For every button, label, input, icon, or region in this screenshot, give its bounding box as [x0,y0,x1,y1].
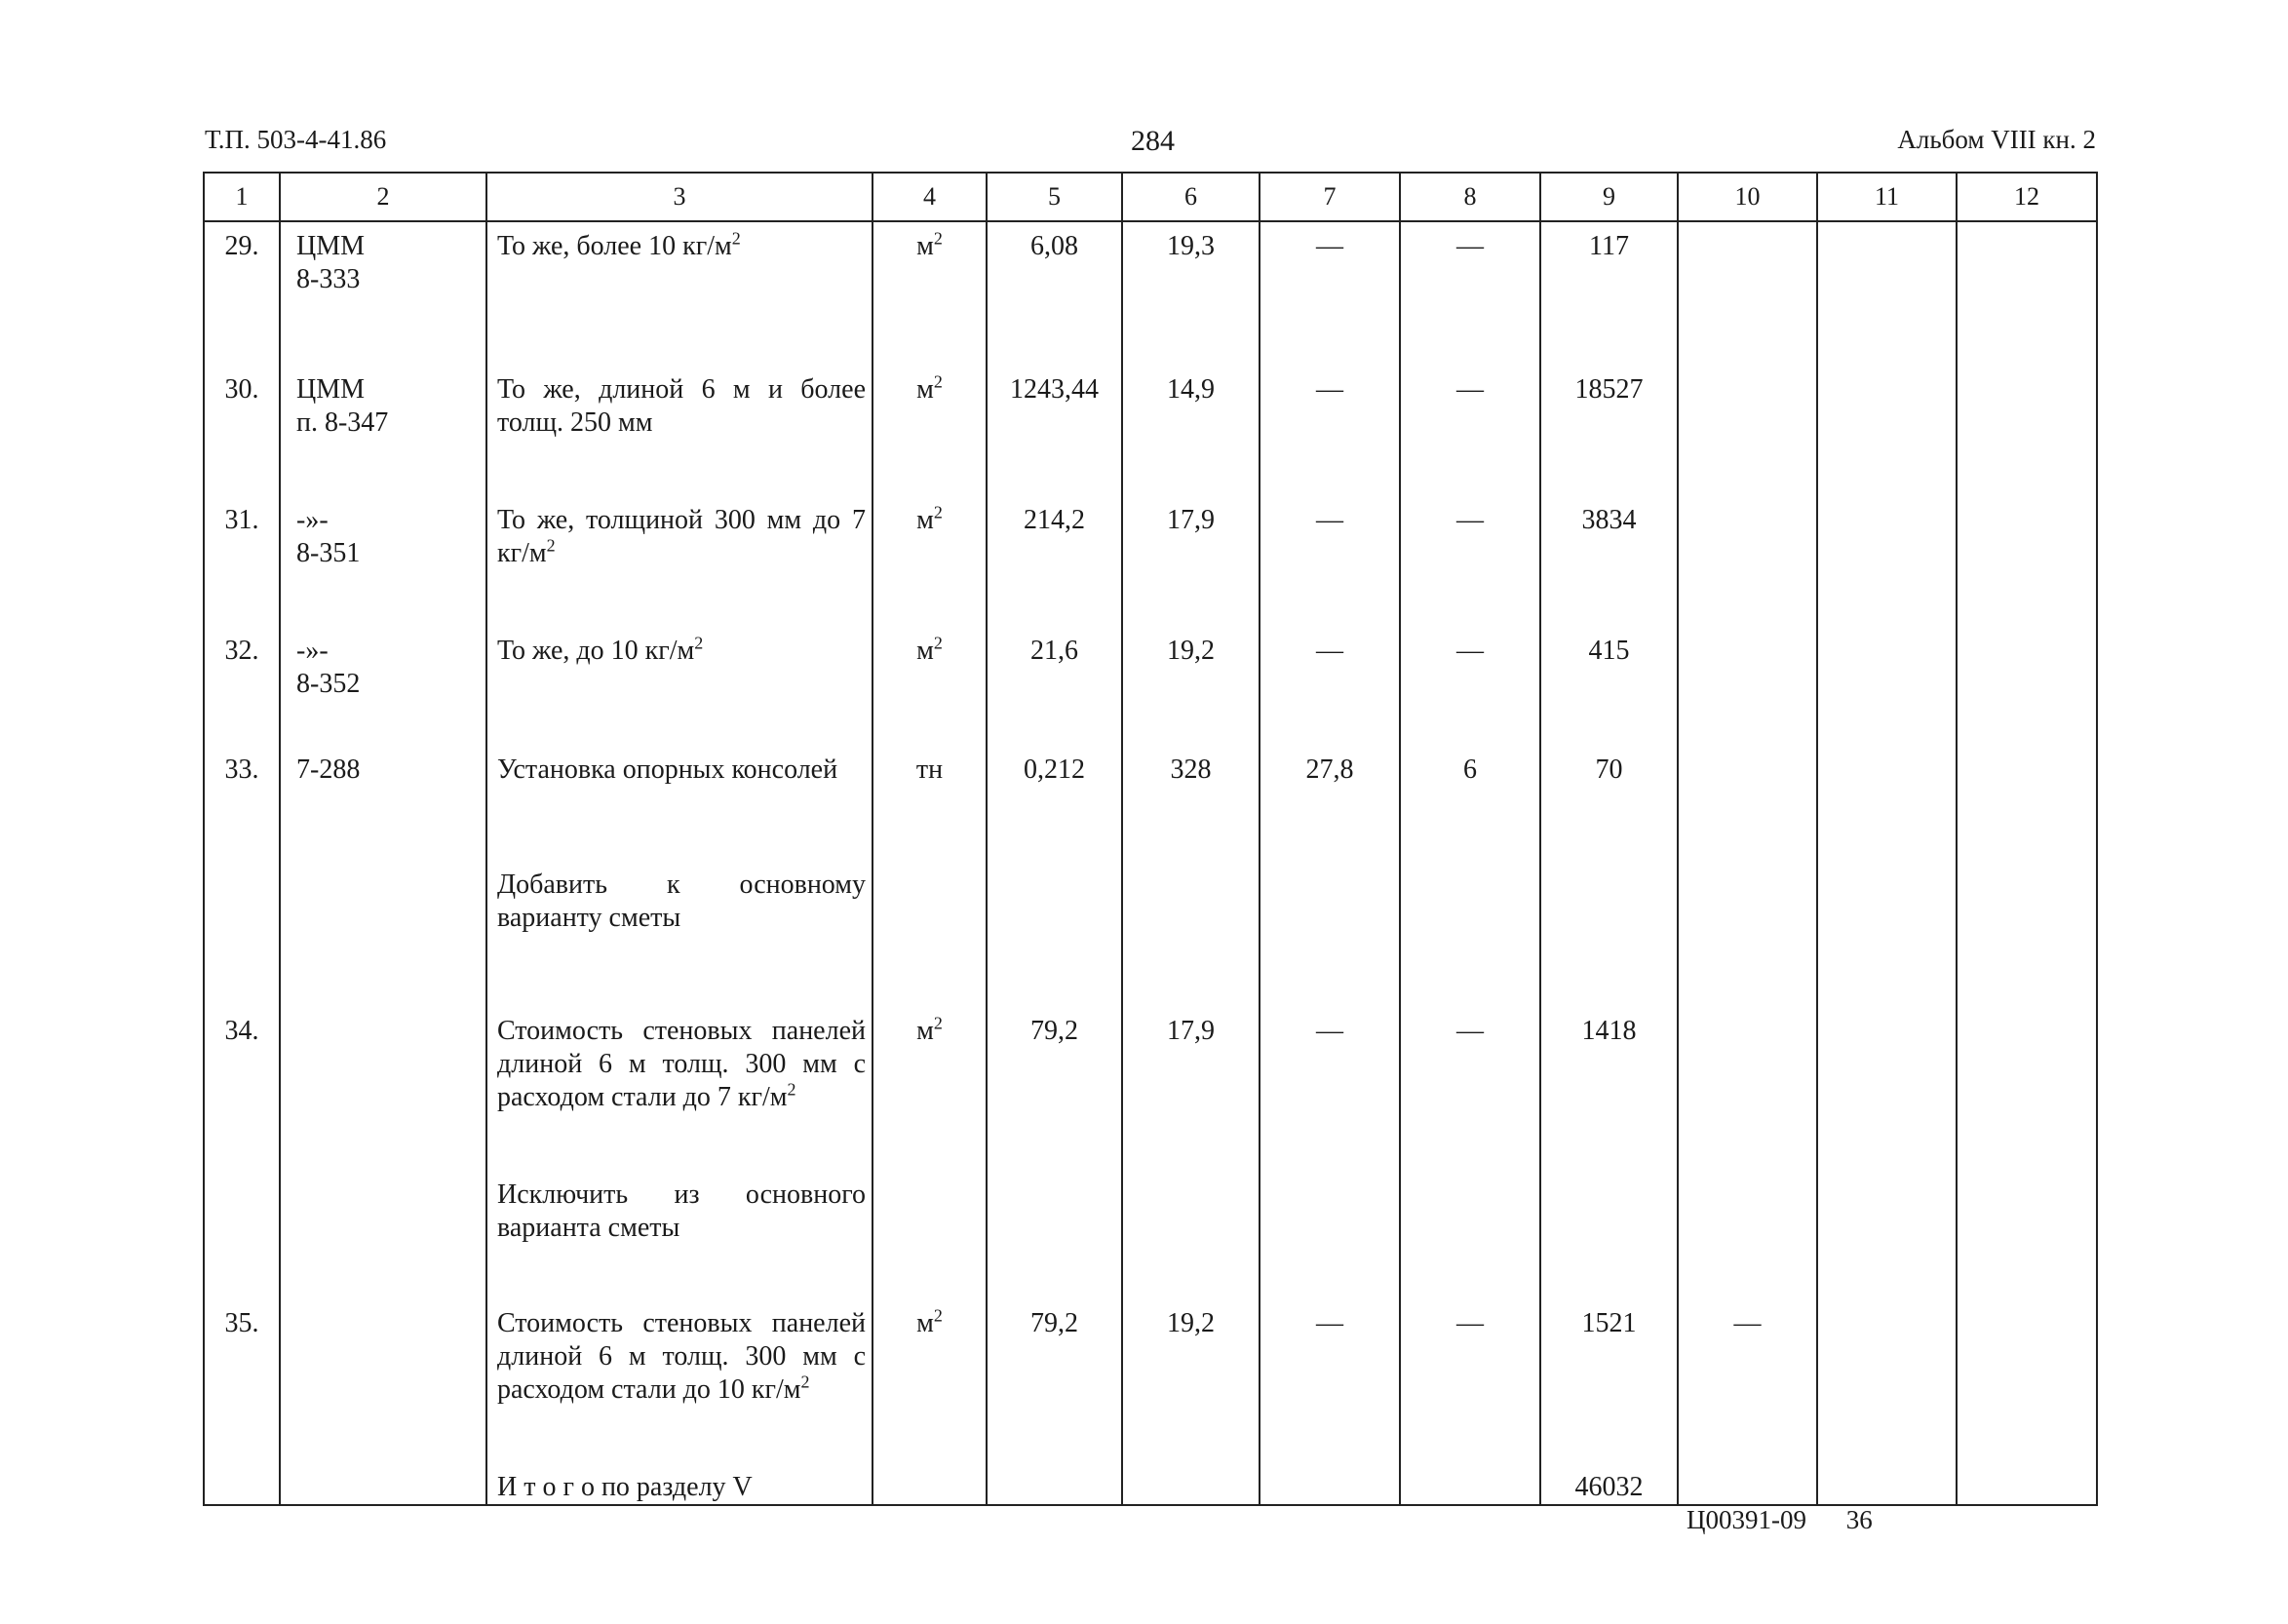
work-description-text: То же, толщиной 300 мм до 7 кг/м [497,505,866,568]
cell-c9: 18527 [1540,321,1678,451]
column-header: 7 [1260,173,1400,221]
cell-c6: 19,3 [1122,221,1260,321]
table-row [204,321,2097,451]
cell-c8 [1400,1418,1540,1505]
table-body [204,221,2097,1505]
cell-c10 [1678,1418,1817,1505]
cell-c9: 117 [1540,221,1678,321]
work-description [486,221,873,321]
cell-c8 [1400,1126,1540,1255]
column-header: 2 [280,173,486,221]
cell-c12 [1957,816,2097,962]
column-header: 9 [1540,173,1678,221]
cell-c12 [1957,962,2097,1126]
cell-c5: 6,08 [987,221,1122,321]
cell-c10 [1678,701,1817,816]
cell-c6: 17,9 [1122,451,1260,582]
row-number [204,1418,280,1505]
cell-c6: 17,9 [1122,962,1260,1126]
cell-c8: 6 [1400,701,1540,816]
work-description [486,1255,873,1418]
unit-text: м [916,505,934,535]
unit [873,816,987,962]
cell-c11 [1817,321,1957,451]
cell-c11 [1817,962,1957,1126]
cell-c9: 1521 [1540,1255,1678,1418]
unit-text: м [916,1016,934,1046]
unit [873,582,987,701]
cell-c11 [1817,451,1957,582]
row-number: 30. [204,321,280,451]
cell-c6: 328 [1122,701,1260,816]
cell-c7 [1260,816,1400,962]
document-code: Т.П. 503-4-41.86 [205,125,387,154]
footer-code: Ц00391-09 [1687,1505,1806,1534]
cell-c5: 214,2 [987,451,1122,582]
row-number [204,1126,280,1255]
cell-c5: 0,212 [987,701,1122,816]
footer-sheet-number: 36 [1845,1505,1873,1534]
superscript: 2 [731,228,741,249]
work-description-text: То же, более 10 кг/м [497,231,732,261]
rate-code-line: ЦММ [296,231,366,261]
work-description-text: То же, до 10 кг/м [497,636,695,666]
unit-text: м [916,1308,934,1338]
cell-c9: 415 [1540,582,1678,701]
work-description [486,816,873,962]
work-description-text: И т о г о по разделу V [497,1472,753,1502]
work-description [486,1126,873,1255]
cell-c7: — [1260,321,1400,451]
cell-c5: 79,2 [987,1255,1122,1418]
unit [873,1418,987,1505]
cell-c12 [1957,1126,2097,1255]
unit [873,1126,987,1255]
cell-c6: 19,2 [1122,582,1260,701]
rate-code [280,451,486,582]
rate-code-line: -»- [296,505,329,535]
cell-c9 [1540,816,1678,962]
cell-c12 [1957,221,2097,321]
estimate-table [203,172,2098,1506]
cell-c9: 46032 [1540,1418,1678,1505]
work-description [486,451,873,582]
rate-code [280,321,486,451]
table-row [204,582,2097,701]
cell-c11 [1817,701,1957,816]
album-label: Альбом VIII кн. 2 [1897,125,2096,154]
cell-c12 [1957,701,2097,816]
work-description-text: Стоимость стеновых панелей длиной 6 м толщ. 300 мм с расходом стали до 10 кг/м [497,1308,866,1405]
cell-c10 [1678,962,1817,1126]
cell-c5 [987,1418,1122,1505]
page-number: 284 [1131,125,1175,157]
cell-c8: — [1400,582,1540,701]
page-header [205,125,2096,164]
cell-c6: 14,9 [1122,321,1260,451]
column-header: 6 [1122,173,1260,221]
cell-c7 [1260,1126,1400,1255]
work-description-text: Исключить из основного варианта сметы [497,1179,866,1243]
cell-c7: — [1260,962,1400,1126]
unit-text: тн [915,754,944,785]
unit [873,321,987,451]
table-row [204,221,2097,321]
table-row [204,962,2097,1126]
rate-code [280,816,486,962]
rate-code-line: п. 8-347 [296,407,389,438]
cell-c7: 27,8 [1260,701,1400,816]
cell-c11 [1817,816,1957,962]
table-row [204,451,2097,582]
cell-c6 [1122,1418,1260,1505]
cell-c5 [987,1126,1122,1255]
table-row [204,1255,2097,1418]
cell-c11 [1817,1418,1957,1505]
superscript: 2 [800,1372,810,1392]
unit-text: м [916,231,934,261]
cell-c10 [1678,1126,1817,1255]
rate-code-line: 8-352 [296,669,361,699]
cell-c9: 70 [1540,701,1678,816]
row-number: 31. [204,451,280,582]
work-description [486,321,873,451]
cell-c10 [1678,582,1817,701]
cell-c7: — [1260,1255,1400,1418]
unit-superscript: 2 [933,1013,943,1033]
column-header-row [204,173,2097,221]
cell-c10 [1678,221,1817,321]
cell-c7 [1260,1418,1400,1505]
cell-c7: — [1260,221,1400,321]
superscript: 2 [546,535,556,556]
rate-code [280,701,486,816]
rate-code [280,1126,486,1255]
table-row [204,1126,2097,1255]
column-header: 4 [873,173,987,221]
column-header: 3 [486,173,873,221]
cell-c8: — [1400,962,1540,1126]
rate-code-line: 7-288 [296,754,361,785]
unit-superscript: 2 [933,371,943,392]
rate-code-line: -»- [296,636,329,666]
cell-c8 [1400,816,1540,962]
page-footer [1687,1505,1873,1535]
rate-code [280,962,486,1126]
rate-code-line: 8-333 [296,264,361,294]
cell-c12 [1957,1255,2097,1418]
cell-c11 [1817,582,1957,701]
cell-c10 [1678,816,1817,962]
row-number: 34. [204,962,280,1126]
cell-c11 [1817,221,1957,321]
row-number: 35. [204,1255,280,1418]
column-header: 8 [1400,173,1540,221]
cell-c8: — [1400,321,1540,451]
work-description-text: Установка опорных консолей [497,754,838,785]
unit-text: м [916,374,934,405]
unit [873,962,987,1126]
cell-c8: — [1400,1255,1540,1418]
superscript: 2 [694,633,704,653]
column-header: 1 [204,173,280,221]
unit-superscript: 2 [933,1305,943,1326]
cell-c12 [1957,582,2097,701]
cell-c6 [1122,816,1260,962]
work-description-text: Стоимость стеновых панелей длиной 6 м толщ. 300 мм с расходом стали до 7 кг/м [497,1016,866,1112]
column-header: 12 [1957,173,2097,221]
unit [873,1255,987,1418]
cell-c10: — [1678,1255,1817,1418]
unit-superscript: 2 [933,633,943,653]
cell-c5: 21,6 [987,582,1122,701]
work-description [486,962,873,1126]
unit [873,221,987,321]
table-row [204,701,2097,816]
cell-c6 [1122,1126,1260,1255]
cell-c11 [1817,1255,1957,1418]
work-description-text: Добавить к основному варианту сметы [497,870,866,933]
cell-c12 [1957,1418,2097,1505]
cell-c6: 19,2 [1122,1255,1260,1418]
work-description-text: То же, длиной 6 м и более толщ. 250 мм [497,374,866,438]
unit [873,701,987,816]
unit-text: м [916,636,934,666]
cell-c5: 79,2 [987,962,1122,1126]
cell-c7: — [1260,582,1400,701]
rate-code [280,582,486,701]
table-row [204,816,2097,962]
rate-code [280,1255,486,1418]
column-header: 11 [1817,173,1957,221]
unit [873,451,987,582]
cell-c5 [987,816,1122,962]
cell-c12 [1957,321,2097,451]
rate-code-line: ЦММ [296,374,366,405]
cell-c8: — [1400,451,1540,582]
row-number: 29. [204,221,280,321]
rate-code [280,221,486,321]
rate-code-line: 8-351 [296,538,361,568]
work-description [486,582,873,701]
cell-c10 [1678,451,1817,582]
cell-c9 [1540,1126,1678,1255]
work-description [486,1418,873,1505]
column-header: 10 [1678,173,1817,221]
unit-superscript: 2 [933,502,943,522]
estimate-table-wrap [203,172,2098,1506]
cell-c7: — [1260,451,1400,582]
cell-c9: 1418 [1540,962,1678,1126]
cell-c10 [1678,321,1817,451]
cell-c11 [1817,1126,1957,1255]
cell-c9: 3834 [1540,451,1678,582]
cell-c8: — [1400,221,1540,321]
unit-superscript: 2 [933,228,943,249]
cell-c12 [1957,451,2097,582]
table-row [204,1418,2097,1505]
rate-code [280,1418,486,1505]
row-number: 33. [204,701,280,816]
row-number: 32. [204,582,280,701]
row-number [204,816,280,962]
cell-c5: 1243,44 [987,321,1122,451]
superscript: 2 [787,1079,796,1100]
work-description [486,701,873,816]
column-header: 5 [987,173,1122,221]
